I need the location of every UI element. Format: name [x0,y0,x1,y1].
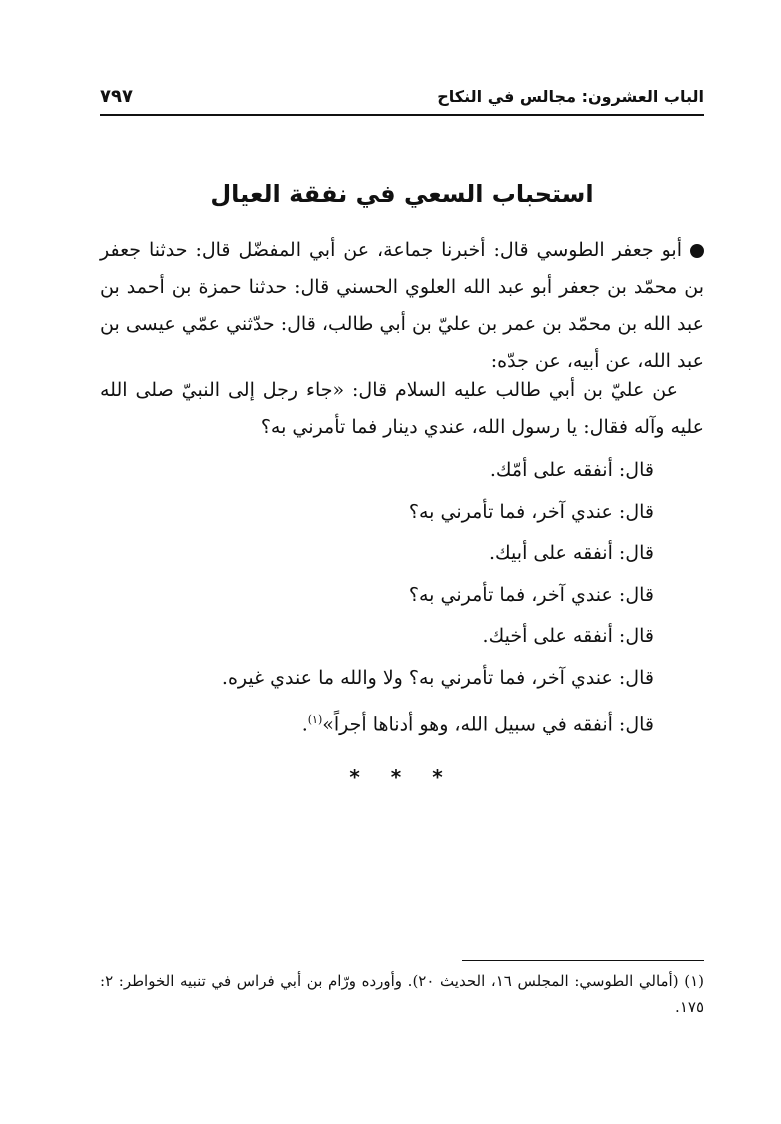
section-separator: * * * [349,765,455,789]
hadith-intro-text: عن عليّ بن أبي طالب عليه السلام قال: «جاء رجل إلى النبيّ صلى الله عليه وآله فقال: يا رسول الله، عندي دينار فما تأمرني به؟ [100,379,704,438]
page-number: ٧٩٧ [100,86,133,107]
dialogue-line: قال: عندي آخر، فما تأمرني به؟ ولا والله ما عندي غيره. [221,666,654,689]
footnote-divider [462,960,704,961]
header-divider [100,114,704,116]
page-header [100,86,704,114]
footnote-marker: (١) [307,713,323,726]
footnote: (١) (أمالي الطوسي: المجلس ١٦، الحديث ٢٠). وأورده ورّام بن أبي فراس في تنبيه الخواطر: ٢: ١٧٥. [100,972,704,1016]
isnad-text: أبو جعفر الطوسي قال: أخبرنا جماعة، عن أبي المفضّل قال: حدثنا جعفر بن محمّد بن جعفر أبو عبد الله العلوي الحسني قال: حدثنا حمزة بن أحمد بن عبد الله بن محمّد بن عمر بن عليّ بن أبي طالب، قال: حدّثني عمّي عيسى بن عبد الله، عن أبيه، عن جدّه: [100,239,704,372]
dialogue-line: قال: أنفقه على أبيك. [489,542,654,564]
hadith-intro-paragraph [100,372,704,446]
dialogue-line: قال: أنفقه في سبيل الله، وهو أدناها أجراً»$^{(١)}$. [301,713,654,736]
isnad-paragraph [100,232,704,380]
dialogue-line: قال: عندي آخر، فما تأمرني به؟ [408,583,654,606]
dialogue-line: قال: أنفقه على أمّك. [489,459,654,481]
running-title: الباب العشرون: مجالس في النكاح [437,87,704,106]
dialogue-list [100,450,704,746]
bullet-icon [690,244,704,258]
dialogue-line: قال: أنفقه على أخيك. [482,625,654,647]
dialogue-line: قال: عندي آخر، فما تأمرني به؟ [408,500,654,523]
section-title: استحباب السعي في نفقة العيال [210,180,594,208]
